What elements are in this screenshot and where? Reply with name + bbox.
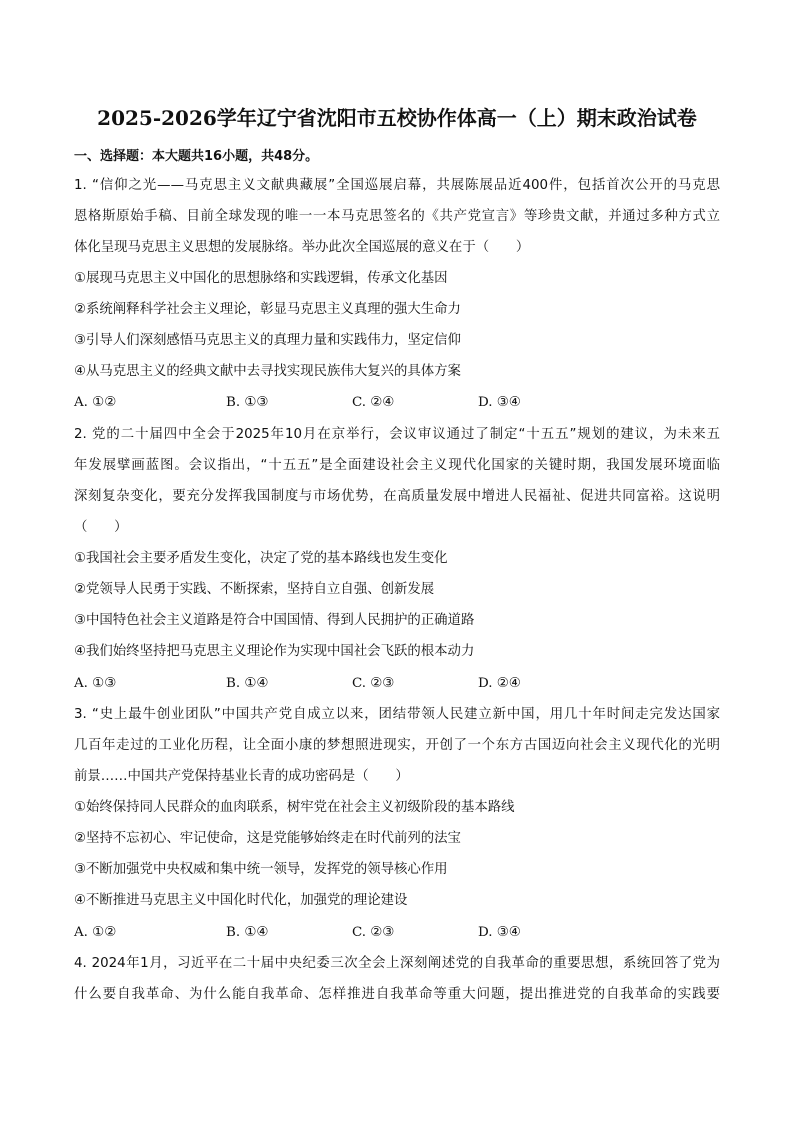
question-1-stem-line: 恩格斯原始手稿、目前全球发现的唯一一本马克思签名的《共产党宣言》等珍贵文献，并通过多种方式立 [74,209,720,224]
option-a: A. ①③ [74,676,117,691]
question-1-statement: ③引导人们深刻感悟马克思主义的真理力量和实践伟力，坚定信仰 [74,333,461,348]
option-c: C. ②③ [352,925,395,940]
question-2-stem-line: 深刻复杂变化，要充分发挥我国制度与市场优势，在高质量发展中增进人民福祉、促进共同富裕。这说明 [74,489,720,504]
question-3-statement: ③不断加强党中央权威和集中统一领导，发挥党的领导核心作用 [74,862,448,877]
option-a: A. ①② [74,925,117,940]
question-2-statement: ①我国社会主要矛盾发生变化，决定了党的基本路线也发生变化 [74,551,448,566]
question-2-statement: ③中国特色社会主义道路是符合中国国情、得到人民拥护的正确道路 [74,613,475,628]
question-1-stem-line: 1. “信仰之光——马克思主义文献典藏展”全国巡展启幕，共展陈展品近400件，包括首次公开的马克思 [74,178,720,193]
question-3-stem-line: 前景……中国共产党保持基业长青的成功密码是（ ） [74,769,409,784]
exam-title: 2025-2026学年辽宁省沈阳市五校协作体高一（上）期末政治试卷 [97,106,697,130]
option-b: B. ①④ [226,925,269,940]
question-4-stem-line: 4. 2024年1月，习近平在二十届中央纪委三次全会上深刻阐述党的自我革命的重要思想，系统回答了党为 [74,956,720,971]
question-3-stem-line: 3. “史上最牛创业团队”中国共产党自成立以来，团结带领人民建立新中国，用几十年时间走完发达国家 [74,707,720,722]
option-d: D. ②④ [478,676,521,691]
question-1-stem-line: 体化呈现马克思主义思想的发展脉络。举办此次全国巡展的意义在于（ ） [74,240,530,255]
question-1-statement: ②系统阐释科学社会主义理论，彰显马克思主义真理的强大生命力 [74,302,461,317]
option-b: B. ①③ [226,395,269,410]
question-3-options [74,924,634,942]
question-2-options [74,675,634,693]
option-a: A. ①② [74,395,117,410]
option-d: D. ③④ [478,925,521,940]
question-2-statement: ②党领导人民勇于实践、不断探索，坚持自立自强、创新发展 [74,582,435,597]
question-1-statement: ④从马克思主义的经典文献中去寻找实现民族伟大复兴的具体方案 [74,364,461,379]
question-1-options [74,394,634,412]
section-heading: 一、选择题：本大题共16小题，共48分。 [74,149,319,164]
question-3-statement: ①始终保持同人民群众的血肉联系，树牢党在社会主义初级阶段的基本路线 [74,800,515,815]
option-b: B. ①④ [226,676,269,691]
option-c: C. ②③ [352,676,395,691]
question-2-stem-line: 2. 党的二十届四中全会于2025年10月在京举行，会议审议通过了制定“十五五”规划的建议，为未来五 [74,427,720,442]
question-4-stem-line: 什么要自我革命、为什么能自我革命、怎样推进自我革命等重大问题，提出推进党的自我革命的实践要 [74,987,720,1002]
question-1-statement: ①展现马克思主义中国化的思想脉络和实践逻辑，传承文化基因 [74,271,448,286]
question-3-statement: ④不断推进马克思主义中国化时代化，加强党的理论建设 [74,893,408,908]
option-d: D. ③④ [478,395,521,410]
question-2-statement: ④我们始终坚持把马克思主义理论作为实现中国社会飞跃的根本动力 [74,644,475,659]
question-2-stem-line: 年发展擘画蓝图。会议指出，“十五五”是全面建设社会主义现代化国家的关键时期，我国发展环境面临 [74,458,720,473]
question-3-stem-line: 几百年走过的工业化历程，让全面小康的梦想照进现实，开创了一个东方古国迈向社会主义现代化的光明 [74,738,720,753]
option-c: C. ②④ [352,395,395,410]
question-3-statement: ②坚持不忘初心、牢记使命，这是党能够始终走在时代前列的法宝 [74,831,461,846]
question-2-stem-line: （ ） [74,520,128,535]
